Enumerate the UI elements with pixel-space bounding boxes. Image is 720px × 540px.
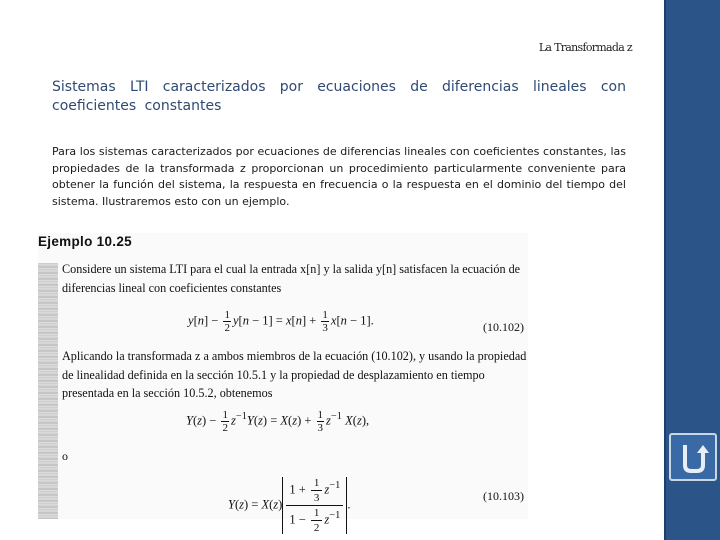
section-title: Sistemas LTI caracterizados por ecuaciones de diferencias lineales con coeficientes constantes (52, 79, 626, 114)
equation-10-103: Y(z) = X(z) 1 + $\frac{1}{3}$ $z^{-1}$ 1 − $\frac{1}{2}$ $z^{-1}$ . (228, 477, 351, 534)
equation-10-102: y[n] − $\frac{1}{2}$ y[n − 1] = x[n] + $\frac{1}{3}$ x[n − 1]. (188, 309, 374, 334)
example-middle: Aplicando la transformada z a ambos miembros de la ecuación (10.102), y usando la propiedad de linealidad definida en la sección 10.5.1 y la propiedad de desplazamiento en tiempo presentada en la sección 10.5.2, obtenemos (62, 349, 527, 400)
equation-number-2: (10.103) (483, 489, 524, 503)
return-arrow-icon (676, 441, 710, 475)
example-title: Ejemplo 10.25 (38, 234, 132, 249)
back-button[interactable] (669, 433, 717, 481)
connector-o: o (62, 449, 68, 463)
body-paragraph: Para los sistemas caracterizados por ecuaciones de diferencias lineales con coeficientes constantes, las propiedades de la transformada z proporcionan un procedimiento particularmente conveniente para obtener la función del sistema, la respuesta en frecuencia o la respuesta en el dominio del tiempo del sistema. Ilustraremos esto con un ejemplo. (52, 145, 626, 208)
example-scan (38, 233, 528, 534)
scan-margin-shadow (38, 263, 58, 519)
page-header: La Transformada z (538, 41, 632, 54)
equation-z-domain: Y(z) − $\frac{1}{2}$ $z^{-1}Y(z) = X(z)$ + $\frac{1}{3}$ $z^{-1}$ X(z), (186, 409, 370, 434)
equation-number-1: (10.102) (483, 320, 524, 334)
example-intro: Considere un sistema LTI para el cual la entrada x[n] y la salida y[n] satisfacen la ecuación de diferencias lineal con coeficientes constantes (62, 262, 521, 295)
